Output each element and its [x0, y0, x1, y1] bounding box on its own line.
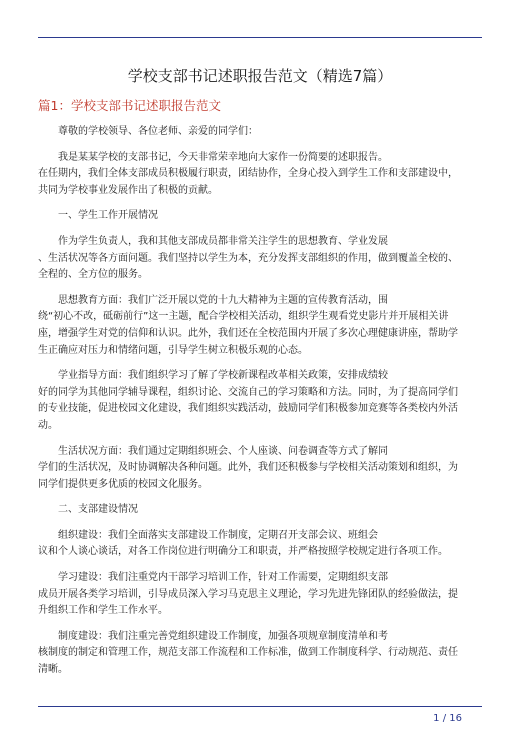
paragraph	[38, 570, 482, 620]
footer-rule	[38, 706, 482, 707]
document-title: 学校支部书记述职报告范文（精选7篇）	[127, 67, 393, 85]
paragraph-line: 成员开展各类学习培训，引导成员深入学习马克思主义理论，学习先进先锋团队的经验做法，提	[38, 588, 458, 600]
paragraph	[38, 234, 482, 284]
article-heading: 篇1：学校支部书记述职报告范文	[38, 98, 221, 113]
paragraph	[38, 629, 482, 679]
paragraph-line: 作为学生负责人，我和其他支部成员都非常关注学生的思想教育、学业发展	[38, 235, 388, 247]
paragraph	[38, 124, 482, 141]
paragraph-line: 思想教育方面：我们广泛开展以党的十九大精神为主题的宣传教育活动，围	[38, 294, 388, 306]
paragraph-line: 尊敬的学校领导、各位老师、亲爱的同学们：	[38, 126, 258, 137]
paragraph-line: 学业指导方面：我们组织学习了解了学校新课程改革相关政策，安排成绩较	[38, 370, 388, 382]
paragraph-line: 清晰。	[38, 664, 68, 676]
paragraph-line: 二、支部建设情况	[38, 504, 138, 516]
paragraph	[38, 502, 482, 519]
paragraph-line: 组织建设：我们全面落实支部建设工作制度，定期召开支部会议、班组会	[38, 529, 378, 541]
header-rule	[38, 37, 482, 38]
paragraph-line: 生正确应对压力和情绪问题，引导学生树立积极乐观的心态。	[38, 344, 308, 356]
paragraph-line: 制度建设：我们注重完善党组织建设工作制度，加强各项规章制度清单和考	[38, 630, 388, 642]
page-number: 1 / 16	[433, 713, 462, 724]
paragraph	[38, 150, 482, 200]
paragraph-line: 好的同学为其他同学辅导课程，组织讨论、交流自己的学习策略和方法。同时，为了提高同学们	[38, 386, 458, 398]
paragraph-line: 生活状况方面：我们通过定期组织班会、个人座谈、问卷调查等方式了解同	[38, 445, 388, 457]
paragraph-line: 座，增强学生对党的信仰和认识。此外，我们还在全校范围内开展了多次心理健康讲座，帮助学	[38, 327, 458, 339]
paragraph-line: 绕“初心不改，砥砺前行”这一主题，配合学校相关活动，组织学生观看党史影片并开展相关讲	[38, 311, 449, 323]
paragraph-line: 同学们提供更多优质的校园文化服务。	[38, 478, 208, 490]
paragraph-line: 全程的、全方位的服务。	[38, 269, 148, 281]
paragraph-line: 议和个人谈心谈话，对各工作岗位进行明确分工和职责，并严格按照学校规定进行各项工作。	[38, 546, 448, 558]
paragraph	[38, 368, 482, 434]
paragraph-line: 在任期内，我们全体支部成员积极履行职责，团结协作，全身心投入到学生工作和支部建设中，	[38, 168, 458, 180]
paragraph	[38, 293, 482, 359]
paragraph	[38, 444, 482, 494]
paragraph-line: 核制度的制定和管理工作，规范支部工作流程和工作标准，做到工作制度科学、行动规范、责任	[38, 647, 458, 659]
paragraph-line: 升组织工作和学生工作水平。	[38, 605, 168, 617]
paragraph-line: 一、学生工作开展情况	[38, 210, 158, 222]
paragraph-line: 、生活状况等各方面问题。我们坚持以学生为本，充分发挥支部组织的作用，做到覆盖全校的、	[38, 252, 458, 264]
paragraph-line: 学们的生活状况，及时协调解决各种问题。此外，我们还积极参与学校相关活动策划和组织，为	[38, 462, 458, 474]
document-body	[38, 124, 482, 688]
paragraph-line: 动。	[38, 419, 58, 431]
paragraph-line: 共同为学校事业发展作出了积极的贡献。	[38, 184, 218, 196]
paragraph	[38, 528, 482, 561]
paragraph-line: 学习建设：我们注重党内干部学习培训工作，针对工作需要，定期组织支部	[38, 572, 388, 584]
paragraph-line: 我是某某学校的支部书记，今天非常荣幸地向大家作一份简要的述职报告。	[38, 151, 388, 163]
paragraph	[38, 208, 482, 225]
paragraph-line: 的专业技能，促进校园文化建设，我们组织实践活动，鼓励同学们积极参加竞赛等各类校内外活	[38, 403, 458, 415]
